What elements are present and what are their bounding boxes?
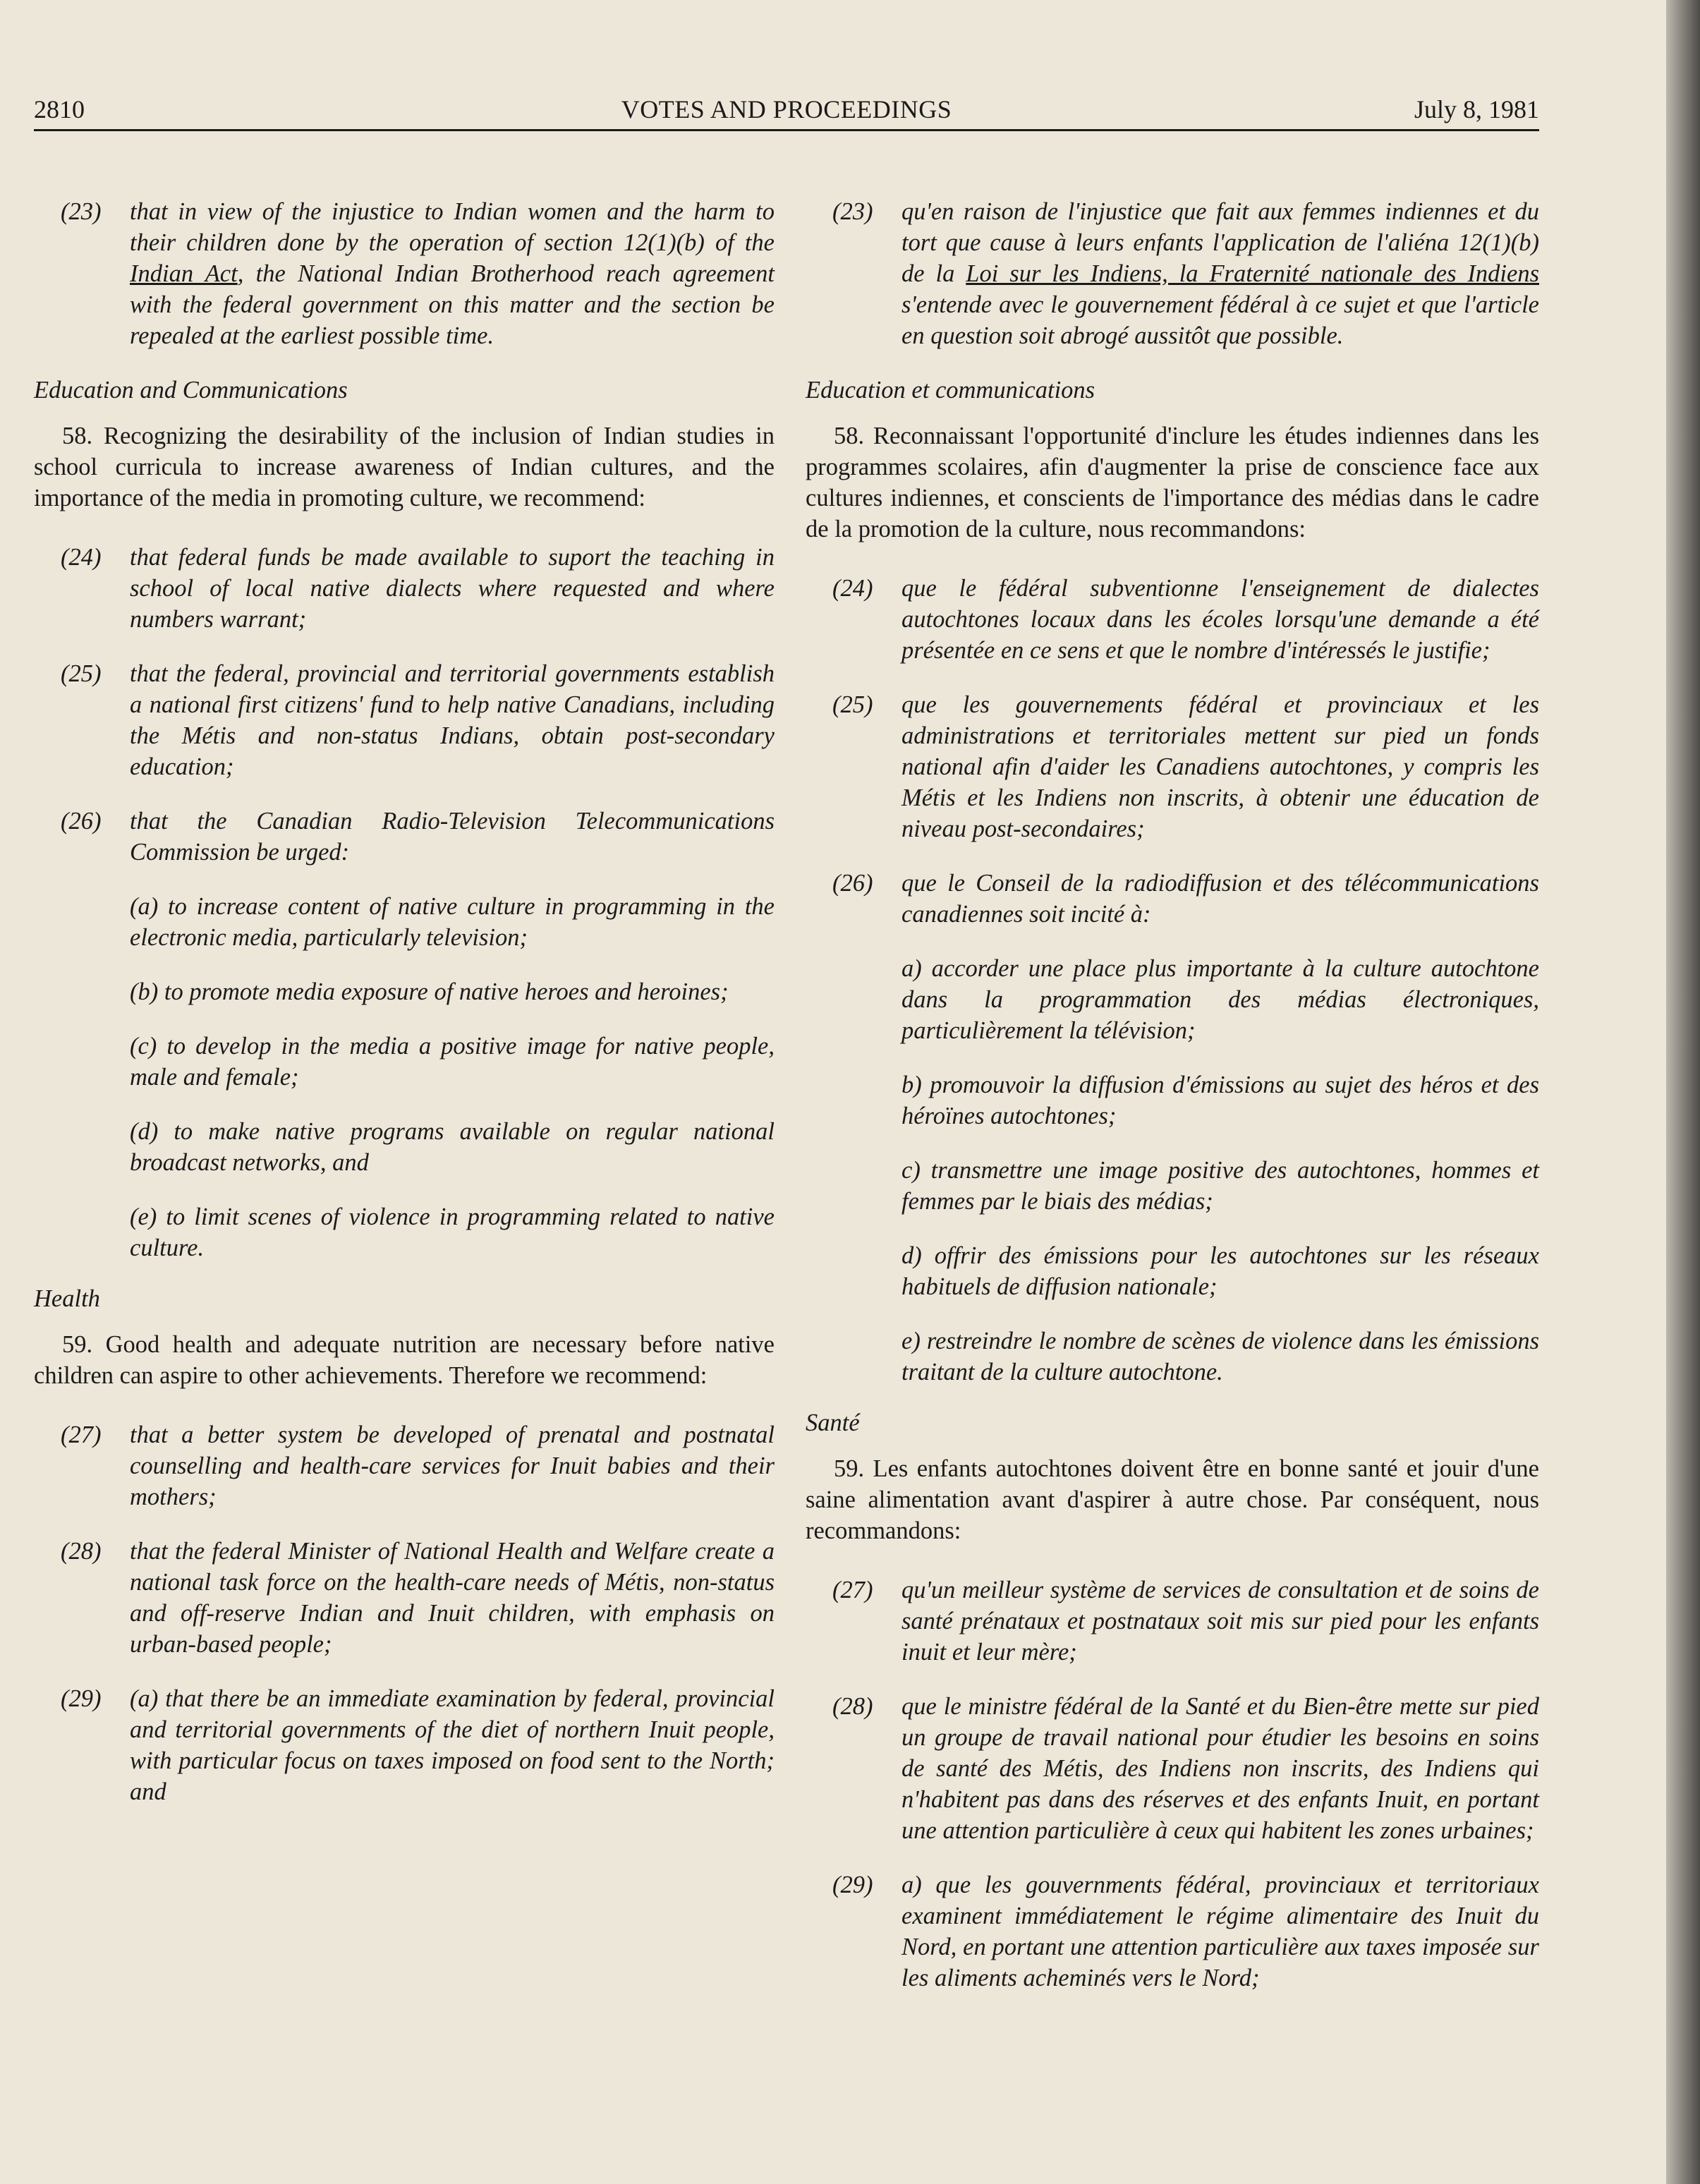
recommendation-number: (27) <box>832 1577 873 1603</box>
section-heading-health-fr: Santé <box>806 1409 860 1436</box>
loi-sur-les-indiens-reference: Loi sur les Indiens, la Fraternité nationale des Indiens <box>966 260 1539 287</box>
recommendation-text: that the federal Minister of National Health and Welfare create a national task force on the health-care needs of Métis, non-status and off-reserve Indian and Inuit children, with emphasis on urban-based people; <box>130 1538 775 1658</box>
recommendation-26-a: (a) to increase content of native culture in programming in the electronic media, particularly television; <box>130 893 775 951</box>
recommendation-number: (28) <box>832 1693 873 1720</box>
recommendation-28-fr <box>806 1691 1539 1846</box>
recommendation-text: qu'un meilleur système de services de consultation et de soins de santé prénataux et postnataux soit mis sur pied pour les enfants inuit et leur mère; <box>901 1577 1539 1666</box>
recommendation-number: (24) <box>61 544 102 571</box>
recommendation-number: (29) <box>61 1685 102 1712</box>
recommendation-text: que le Conseil de la radiodiffusion et des télécommunications canadiennes soit incité à: <box>901 870 1539 928</box>
header-date: July 8, 1981 <box>1414 95 1539 123</box>
recommendation-number: (23) <box>832 198 873 225</box>
recommendation-23-fr <box>806 196 1539 351</box>
section-heading-education-fr: Education et communications <box>806 377 1095 404</box>
recommendation-26-e: (e) to limit scenes of violence in programming related to native culture. <box>130 1203 775 1261</box>
paragraph-58-fr: 58. Reconnaissant l'opportunité d'inclure les études indiennes dans les programmes scolaires, afin d'augmenter la prise de conscience face aux cultures indiennes, et conscients de l'importance des médias dans le cadre de la promotion de la culture, nous recommandons: <box>806 423 1539 542</box>
recommendation-text: that a better system be developed of prenatal and postnatal counselling and health-care services for Inuit babies and their mothers; <box>130 1421 775 1510</box>
recommendation-text: that the Canadian Radio-Television Telecommunications Commission be urged: <box>130 808 775 866</box>
recommendation-number: (23) <box>61 198 102 225</box>
recommendation-number: (25) <box>61 660 102 687</box>
recommendation-text: that the federal, provincial and territorial governments establish a national first citizens' fund to help native Canadians, including the Métis and non-status Indians, obtain post-secondary education; <box>130 660 775 780</box>
page-edge-shadow <box>1666 0 1700 2184</box>
recommendation-26-d: (d) to make native programs available on regular national broadcast networks, and <box>130 1118 775 1176</box>
recommendation-24 <box>34 542 775 635</box>
page-number: 2810 <box>34 95 85 123</box>
french-column <box>806 196 1539 2017</box>
recommendation-text: , the National Indian Brotherhood reach agreement with the federal government on this matter and the section be repealed at the earliest possible time. <box>130 260 775 349</box>
recommendation-text: que les gouvernements fédéral et provinciaux et les administrations et territoriales mettent sur pied un fonds national afin d'aider les Canadiens autochtones, y compris les Métis et les Indiens non inscrits, à obtenir une éducation de niveau post-secondaires; <box>901 691 1539 842</box>
recommendation-25 <box>34 658 775 782</box>
recommendation-number: (27) <box>61 1421 102 1448</box>
recommendation-27-fr <box>806 1575 1539 1668</box>
recommendation-29-fr <box>806 1869 1539 1994</box>
recommendation-number: (29) <box>832 1871 873 1898</box>
recommendation-text: que le ministre fédéral de la Santé et du Bien-être mette sur pied un groupe de travail national pour étudier les besoins en soins de santé des Métis, des Indiens non inscrits, des Indiens qui n'habitent pas dans des réserves et des enfants Inuit, en portant une attention particulière à ceux qui habitent les zones urbaines; <box>901 1693 1539 1844</box>
recommendation-number: (24) <box>832 575 873 602</box>
recommendation-24-fr <box>806 573 1539 666</box>
recommendation-26 <box>34 806 775 868</box>
recommendation-26-d-fr: d) offrir des émissions pour les autochtones sur les réseaux habituels de diffusion nationale; <box>901 1242 1539 1300</box>
recommendation-26-c-fr: c) transmettre une image positive des autochtones, hommes et femmes par le biais des médias; <box>901 1157 1539 1215</box>
recommendation-number: (28) <box>61 1538 102 1565</box>
paragraph-59: 59. Good health and adequate nutrition are necessary before native children can aspire to other achievements. Therefore we recommend: <box>34 1331 775 1389</box>
running-title: VOTES AND PROCEEDINGS <box>621 95 952 123</box>
recommendation-26-e-fr: e) restreindre le nombre de scènes de violence dans les émissions traitant de la culture autochtone. <box>901 1328 1539 1385</box>
recommendation-text: that in view of the injustice to Indian women and the harm to their children done by the operation of section 12(1)(b) of the <box>130 198 775 256</box>
recommendation-28 <box>34 1536 775 1660</box>
paragraph-59-fr: 59. Les enfants autochtones doivent être en bonne santé et jouir d'une saine alimentation avant d'aspirer à autre chose. Par conséquent, nous recommandons: <box>806 1455 1539 1544</box>
header-rule <box>34 129 1539 131</box>
recommendation-29 <box>34 1683 775 1807</box>
recommendation-number: (26) <box>832 870 873 897</box>
recommendation-25-fr <box>806 689 1539 844</box>
recommendation-text: qu'en raison de l'injustice que fait aux femmes indiennes et du tort que cause à leurs enfants l'application de l'aliéna 12(1)(b) de la <box>901 198 1539 287</box>
section-heading-health: Health <box>34 1285 100 1312</box>
recommendation-27 <box>34 1419 775 1512</box>
recommendation-text: que le fédéral subventionne l'enseignement de dialectes autochtones locaux dans les écoles lorsqu'une demande a été présentée en ce sens et que le nombre d'intéressés le justifie; <box>901 575 1539 664</box>
recommendation-text: (a) that there be an immediate examination by federal, provincial and territorial governments of the diet of northern Inuit people, with particular focus on taxes imposed on food sent to the North; and <box>130 1685 775 1805</box>
english-column <box>34 196 775 1831</box>
recommendation-number: (25) <box>832 691 873 718</box>
section-heading-education: Education and Communications <box>34 377 348 404</box>
recommendation-text: a) que les gouvernments fédéral, provinciaux et territoriaux examinent immédiatement le régime alimentaire des Inuit du Nord, en portant une attention particulière aux taxes imposée sur les aliments acheminés vers le Nord; <box>901 1871 1539 1991</box>
page-header <box>34 90 1539 128</box>
recommendation-26-a-fr: a) accorder une place plus importante à la culture autochtone dans la programmation des médias électroniques, particulièrement la télévision; <box>901 955 1539 1044</box>
recommendation-26-b: (b) to promote media exposure of native heroes and heroines; <box>130 978 729 1005</box>
recommendation-26-c: (c) to develop in the media a positive image for native people, male and female; <box>130 1033 775 1091</box>
recommendation-26-b-fr: b) promouvoir la diffusion d'émissions au sujet des héros et des héroïnes autochtones; <box>901 1072 1539 1129</box>
indian-act-reference: Indian Act <box>130 260 238 287</box>
recommendation-number: (26) <box>61 808 102 835</box>
recommendation-text: that federal funds be made available to suport the teaching in school of local native dialects where requested and where numbers warrant; <box>130 544 775 633</box>
paragraph-58: 58. Recognizing the desirability of the inclusion of Indian studies in school curricula to increase awareness of Indian cultures, and the importance of the media in promoting culture, we recommend: <box>34 423 775 511</box>
recommendation-text: s'entende avec le gouvernement fédéral à ce sujet et que l'article en question soit abrogé aussitôt que possible. <box>901 291 1539 349</box>
recommendation-23 <box>34 196 775 351</box>
recommendation-26-fr <box>806 868 1539 930</box>
